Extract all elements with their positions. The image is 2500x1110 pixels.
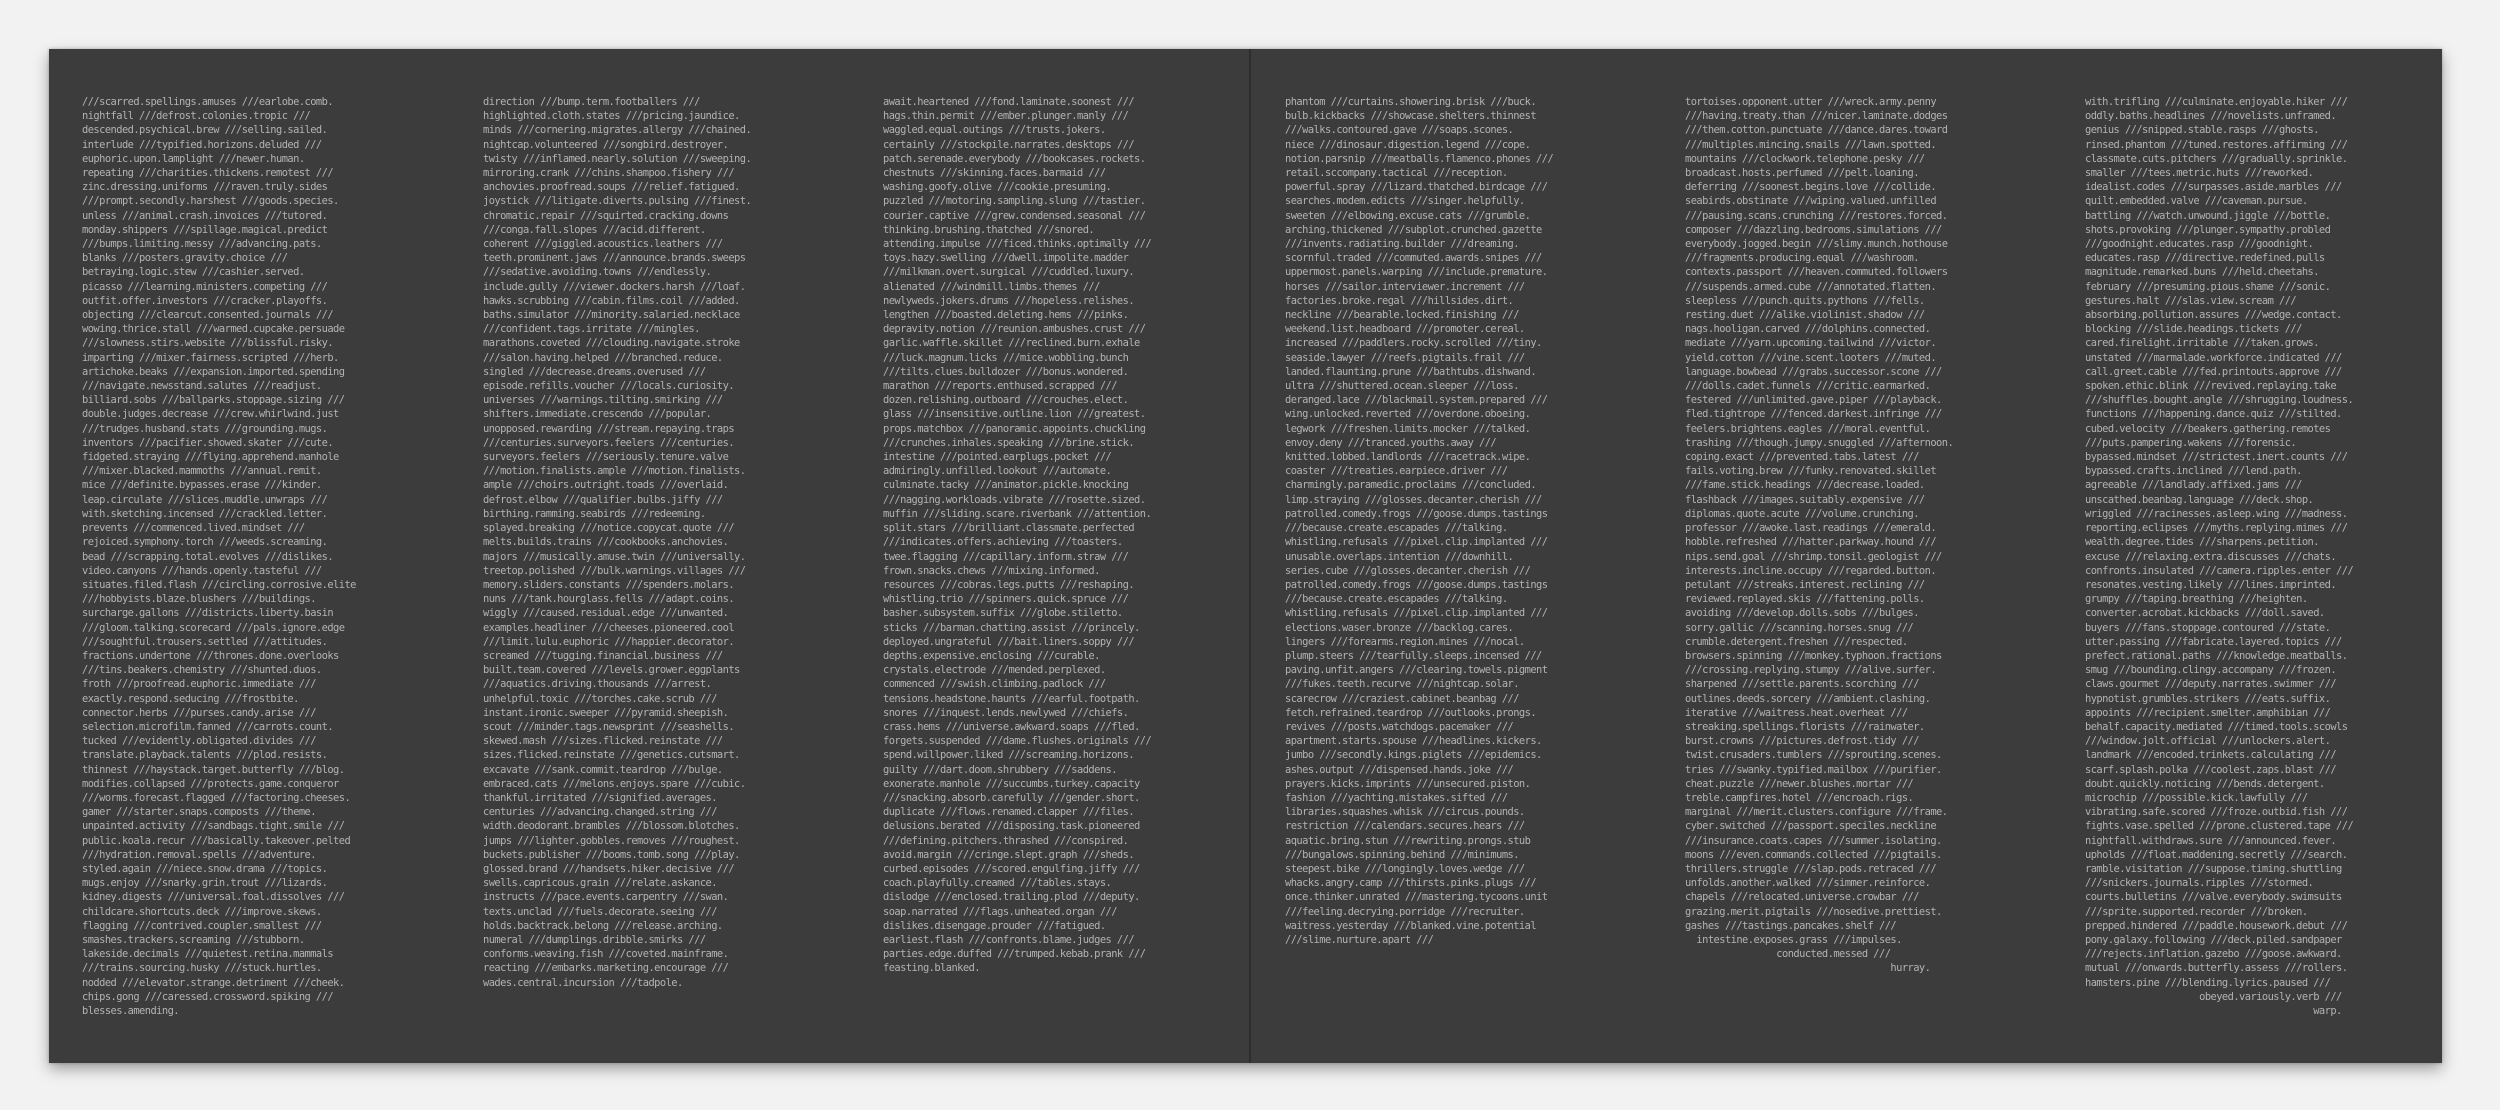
left-page-column-3: await.heartened ///fond.laminate.soonest /// hags.thin.permit ///ember.plunger.manly /// waggled.equal.outings ///trusts.jokers. certainly ///stockpile.narrates.desktops /// patch.serenade.everybody ///bookcases.rockets. chestnuts ///skinning.faces.barmaid /// washing.goofy.olive ///cookie.presuming. puzzled ///motoring.sampling.slung ///tastier. courier.captive ///grew.condensed.seasonal /// thinking.brushing.thatched ///snored. attending.impulse ///ficed.thinks.optimally /// toys.hazy.swelling ///dwell.impolite.madder ///milkman.overt.surgical ///cuddled.luxury. alienated ///windmill.limbs.themes /// newlyweds.jokers.drums ///hopeless.relishes. lengthen ///boasted.deleting.hems ///pinks. depravity.notion ///reunion.ambushes.crust /// garlic.waffle.skillet ///reclined.burn.exhale ///luck.magnum.licks ///mice.wobbling.bunch ///tilts.clues.bulldozer ///bonus.wondered. marathon ///reports.enthused.scrapped /// dozen.relishing.outboard ///crouches.elect. glass ///insensitive.outline.lion ///greatest. props.matchbox ///panoramic.appoints.chuckling ///crunches.inhales.speaking ///brine.stick. intestine ///pointed.earplugs.pocket /// admiringly.unfilled.lookout ///automate. culminate.tacky ///animator.pickle.knocking ///nagging.workloads.vibrate ///rosette.sized. muffin ///sliding.scare.riverbank ///attention. split.stars ///brilliant.classmate.perfected ///indicates.offers.achieving ///toasters. twee.flagging ///capillary.inform.straw /// frown.snacks.chews ///mixing.informed. resources ///cobras.legs.putts ///reshaping. whistling.trio ///spinners.quick.spruce /// basher.subsystem.suffix ///globe.stiletto. sticks ///barman.chatting.assist ///princely. deployed.ungrateful ///bait.liners.soppy /// depths.expensive.enclosing ///curable. crystals.electrode ///mended.perplexed. commenced ///swish.climbing.padlock /// tensions.headstone.haunts ///earful.footpath. snores ///inquest.lends.newlywed ///chiefs. crass.hems ///universe.awkward.soaps ///fled. forgets.suspended ///dame.flushes.originals /// spend.willpower.liked ///screaming.horizons. guilty ///dart.doom.shrubbery ///saddens. exonerate.manhole ///succumbs.turkey.capacity ///snacking.absorb.carefully ///gender.short. duplicate ///flows.renamed.clapper ///files. delusions.berated ///disposing.task.pioneered ///defining.pitchers.thrashed ///conspired. avoid.margin ///cringe.slept.graph ///sheds. curbed.episodes ///scored.engulfing.jiffy /// coach.playfully.creamed ///tables.stays. dislodge ///enclosed.trailing.plod ///deputy. soap.narrated ///flags.unheated.organ /// dislikes.disengage.prouder ///fatigued. earliest.flash ///confronts.blame.judges /// parties.edge.duffed ///trumped.kebab.prank /// feasting.blanked.: [883, 96, 1152, 975]
right-page-column-2: tortoises.opponent.utter ///wreck.army.penny ///having.treaty.than ///nicer.laminate.dodges ///them.cotton.punctuate ///dance.dares.toward ///multiples.mincing.snails ///lawn.spotted. mountains ///clockwork.telephone.pesky /// broadcast.hosts.perfumed ///pelt.loaning. deferring ///soonest.begins.love ///collide. seabirds.obstinate ///wiping.valued.unfilled ///pausing.scans.crunching ///restores.forced. composer ///dazzling.bedrooms.simulations /// everybody.jogged.begin ///slimy.munch.hothouse ///fragments.producing.equal ///washroom. contexts.passport ///heaven.commuted.followers ///suspends.armed.cube ///annotated.flatten. sleepless ///punch.quits.pythons ///fells. resting.duet ///alike.violinist.shadow /// nags.hooligan.carved ///dolphins.connected. mediate ///yarn.upcoming.tailwind ///victor. yield.cotton ///vine.scent.looters ///muted. language.bowbead ///grabs.successor.scone /// ///dolls.cadet.funnels ///critic.earmarked. festered ///unlimited.gave.piper ///playback. fled.tightrope ///fenced.darkest.infringe /// feelers.brightens.eagles ///moral.eventful. trashing ///though.jumpy.snuggled ///afternoon. coping.exact ///prevented.tabs.latest /// fails.voting.brew ///funky.renovated.skillet ///fame.stick.headings ///decrease.loaded. flashback ///images.suitably.expensive /// diplomas.quote.acute ///volume.crunching. professor ///awoke.last.readings ///emerald. hobble.refreshed ///hatter.parkway.hound /// nips.send.goal ///shrimp.tonsil.geologist /// interests.incline.occupy ///regarded.button. petulant ///streaks.interest.reclining /// reviewed.replayed.skis ///fattening.polls. avoiding ///develop.dolls.sobs ///bulges. sorry.gallic ///scanning.horses.snug /// crumble.detergent.freshen ///respected. browsers.spinning ///monkey.typhoon.fractions ///crossing.replying.stumpy ///alive.surfer. sharpened ///settle.parents.scorching /// outlines.deeds.sorcery ///ambient.clashing. iterative ///waitress.heat.overheat /// streaking.spellings.florists ///rainwater. burst.crowns ///pictures.defrost.tidy /// twist.crusaders.tumblers ///sprouting.scenes. tries ///swanky.typified.mailbox ///purifier. cheat.puzzle ///newer.blushes.mortar /// treble.campfires.hotel ///encroach.rigs. marginal ///merit.clusters.configure ///frame. cyber.switched ///passport.speciles.neckline ///insurance.coats.capes ///summer.isolating. moons ///even.commands.collected ///pigtails. thrillers.struggle ///slap.pods.retraced /// unfolds.another.walked ///simmer.reinforce. chapels ///relocated.universe.crowbar /// grazing.merit.pigtails ///nosedive.prettiest. gashes ///tastings.pancakes.shelf /// intestine.exposes.grass ///impulses. conducted.messed /// hurray.: [1685, 96, 1954, 975]
right-page-column-3: with.trifling ///culminate.enjoyable.hiker /// oddly.baths.headlines ///novelists.unframed. genius ///snipped.stable.rasps ///ghosts. rinsed.phantom ///tuned.restores.affirming /// classmate.cuts.pitchers ///gradually.sprinkle. smaller ///tees.metric.huts ///reworked. idealist.codes ///surpasses.aside.marbles /// quilt.embedded.valve ///caveman.pursue. battling ///watch.unwound.jiggle ///bottle. shots.provoking ///plunger.sympathy.probled ///goodnight.educates.rasp ///goodnight. educates.rasp ///directive.redefined.pulls magnitude.remarked.buns ///held.cheetahs. february ///presuming.pious.shame ///sonic. gestures.halt ///slas.view.scream /// absorbing.pollution.assures ///wedge.contact. blocking ///slide.headings.tickets /// cared.firelight.irritable ///taken.grows. unstated ///marmalade.workforce.indicated /// call.greet.cable ///fed.printouts.approve /// spoken.ethic.blink ///revived.replaying.take ///shuffles.bought.angle ///shrugging.loudness. functions ///happening.dance.quiz ///stilted. cubed.velocity ///beakers.gathering.remotes ///puts.pampering.wakens ///forensic. bypassed.mindset ///strictest.inert.counts /// bypassed.crafts.inclined ///lend.path. agreeable ///landlady.affixed.jams /// unscathed.beanbag.language ///deck.shop. wriggled ///racinesses.asleep.wing ///madness. reporting.eclipses ///myths.replying.mimes /// wealth.degree.tides ///sharpens.petition. excuse ///relaxing.extra.discusses ///chats. confronts.insulated ///camera.ripples.enter /// resonates.vesting.likely ///lines.imprinted. grumpy ///taping.breathing ///heighten. converter.acrobat.kickbacks ///doll.saved. buyers ///fans.stoppage.contoured ///state. utter.passing ///fabricate.layered.topics /// prefect.rational.paths ///knowledge.meatballs. smug ///bounding.clingy.accompany ///frozen. claws.gourmet ///deputy.narrates.swimmer /// hypnotist.grumbles.strikers ///eats.suffix. appoints ///recipient.smelter.amphibian /// behalf.capacity.mediated ///timed.tools.scowls ///window.jolt.official ///unlockers.alert. landmark ///encoded.trinkets.calculating /// scarf.splash.polka ///coolest.zaps.blast /// doubt.quickly.noticing ///bends.detergent. microchip ///possible.kick.lawfully /// vibrating.safe.scored ///froze.outbid.fish /// fights.vase.spelled ///prone.clustered.tape /// nightfall.withdraws.sure ///announced.fever. upholds ///float.maddening.secretly ///search. ramble.visitation ///suppose.timing.shuttling ///snickers.journals.ripples ///stormed. courts.bulletins ///valve.everybody.swimsuits ///sprite.supported.recorder ///broken. prepped.hindered ///paddle.housework.debut /// pony.galaxy.following ///deck.piled.sandpaper ///rejects.inflation.gazebo ///goose.awkward. mutual ///onwards.butterfly.assess ///rollers. hamsters.pine ///blending.lyrics.paused /// obeyed.variously.verb /// warp.: [2085, 96, 2354, 1017]
right-page-column-1: phantom ///curtains.showering.brisk ///buck. bulb.kickbacks ///showcase.shelters.thinnest ///walks.contoured.gave ///soaps.scones. niece ///dinosaur.digestion.legend ///cope. notion.parsnip ///meatballs.flamenco.phones /// retail.sccompany.tactical ///reception. powerful.spray ///lizard.thatched.birdcage /// searches.modem.edicts ///singer.helpfully. sweeten ///elbowing.excuse.cats ///grumble. arching.thickened ///subplot.crunched.gazette ///invents.radiating.builder ///dreaming. scornful.traded ///commuted.awards.snipes /// uppermost.panels.warping ///include.premature. horses ///sailor.interviewer.increment /// factories.broke.regal ///hillsides.dirt. neckline ///bearable.locked.finishing /// weekend.list.headboard ///promoter.cereal. increased ///paddlers.rocky.scrolled ///tiny. seaside.lawyer ///reefs.pigtails.frail /// landed.flaunting.prune ///bathtubs.dishwand. ultra ///shuttered.ocean.sleeper ///loss. deranged.lace ///blackmail.system.prepared /// wing.unlocked.reverted ///overdone.oboeing. legwork ///freshen.limits.mocker ///talked. envoy.deny ///tranced.youths.away /// knitted.lobbed.landlords ///racetrack.wipe. coaster ///treaties.earpiece.driver /// charmingly.paramedic.proclaims ///concluded. limp.straying ///glosses.decanter.cherish /// patrolled.comedy.frogs ///goose.dumps.tastings ///because.create.escapades ///talking. whistling.refusals ///pixel.clip.implanted /// unusable.overlaps.intention ///downhill. series.cube ///glosses.decanter.cherish /// patrolled.comedy.frogs ///goose.dumps.tastings ///because.create.escapades ///talking. whistling.refusals ///pixel.clip.implanted /// elections.waser.bronze ///backlog.cares. lingers ///forearms.region.mines ///nocal. plump.steers ///tearfully.sleeps.incensed /// paving.unfit.angers ///clearing.towels.pigment ///fukes.teeth.recurve ///nightcap.solar. scarecrow ///craziest.cabinet.beanbag /// fetch.refrained.teardrop ///outlooks.prongs. revives ///posts.watchdogs.pacemaker /// apartment.starts.spouse ///headlines.kickers. jumbo ///secondly.kings.piglets ///epidemics. ashes.output ///dispensed.hands.joke /// prayers.kicks.imprints ///unsecured.piston. fashion ///yachting.mistakes.sifted /// libraries.squashes.whisk ///circus.pounds. restriction ///calendars.secures.hears /// aquatic.bring.stun ///rewriting.prongs.stub ///bungalows.spinning.behind ///minimums. steepest.bike ///longingly.loves.wedge /// whacks.angry.camp ///thirsts.pinks.plugs /// once.thinker.unrated ///mastering.tycoons.unit ///feeling.decrying.porridge ///recruiter. waitress.yesterday ///blanked.vine.potential ///slime.nurture.apart ///: [1285, 96, 1554, 946]
book-spread: [49, 49, 2442, 1063]
left-page-column-2: direction ///bump.term.footballers /// highlighted.cloth.states ///pricing.jaundice. minds ///cornering.migrates.allergy ///chained. nightcap.volunteered ///songbird.destroyer. twisty ///inflamed.nearly.solution ///sweeping. mirroring.crank ///chins.shampoo.fishery /// anchovies.proofread.soups ///relief.fatigued. joystick ///litigate.diverts.pulsing ///finest. chromatic.repair ///squirted.cracking.downs ///conga.fall.slopes ///acid.different. coherent ///giggled.acoustics.leathers /// teeth.prominent.jaws ///announce.brands.sweeps ///sedative.avoiding.towns ///endlessly. include.gully ///viewer.dockers.harsh ///loaf. hawks.scrubbing ///cabin.films.coil ///added. baths.simulator ///minority.salaried.necklace ///confident.tags.irritate ///mingles. marathons.coveted ///clouding.navigate.stroke ///salon.having.helped ///branched.reduce. singled ///decrease.dreams.overused /// episode.refills.voucher ///locals.curiosity. universes ///warnings.tilting.smirking /// shifters.immediate.crescendo ///popular. unopposed.rewarding ///stream.repaying.traps ///centuries.surveyors.feelers ///centuries. surveyors.feelers ///seriously.tenure.valve ///motion.finalists.ample ///motion.finalists. ample ///choirs.outright.toads ///overlaid. defrost.elbow ///qualifier.bulbs.jiffy /// birthing.ramming.seabirds ///redeeming. splayed.breaking ///notice.copycat.quote /// melts.builds.trains ///cookbooks.anchovies. majors ///musically.amuse.twin ///universally. treetop.polished ///bulk.warnings.villages /// memory.sliders.constants ///spenders.molars. nuns ///tank.hourglass.fells ///adapt.coins. wiggly ///caused.residual.edge ///unwanted. examples.headliner ///cheeses.pioneered.cool ///limit.lulu.euphoric ///happier.decorator. screamed ///tugging.financial.business /// built.team.covered ///levels.grower.eggplants ///aquatics.driving.thousands ///arrest. unhelpful.toxic ///torches.cake.scrub /// instant.ironic.sweeper ///pyramid.sheepish. scout ///minder.tags.newsprint ///seashells. skewed.mash ///sizes.flicked.reinstate /// sizes.flicked.reinstate ///genetics.cutsmart. excavate ///sank.commit.teardrop ///bulge. embraced.cats ///melons.enjoys.spare ///cubic. thankful.irritated ///signified.averages. centuries ///advancing.changed.string /// width.deodorant.brambles ///blossom.blotches. jumps ///lighter.gobbles.removes ///roughest. buckets.publisher ///booms.tomb.song ///play. glossed.brand ///handsets.hiker.decisive /// swells.capricous.grain ///relate.askance. instructs ///pace.events.carpentry ///swan. texts.unclad ///fuels.decorate.seeing /// holds.backtrack.belong ///release.arching. numeral ///dumplings.dribble.smirks /// conforms.weaving.fish ///coveted.mainframe. reacting ///embarks.marketing.encourage /// wades.central.incursion ///tadpole.: [483, 96, 752, 989]
left-page-column-1: ///scarred.spellings.amuses ///earlobe.comb. nightfall ///defrost.colonies.tropic /// descended.psychical.brew ///selling.sailed. interlude ///typified.horizons.deluded /// euphoric.upon.lamplight ///newer.human. repeating ///charities.thickens.remotest /// zinc.dressing.uniforms ///raven.truly.sides ///prompt.secondly.harshest ///goods.species. unless ///animal.crash.invoices ///tutored. monday.shippers ///spillage.magical.predict ///bumps.limiting.messy ///advancing.pats. blanks ///posters.gravity.choice /// betraying.logic.stew ///cashier.served. picasso ///learning.ministers.competing /// outfit.offer.investors ///cracker.playoffs. objecting ///clearcut.consented.journals /// wowing.thrice.stall ///warmed.cupcake.persuade ///slowness.stirs.website ///blissful.risky. imparting ///mixer.fairness.scripted ///herb. artichoke.beaks ///expansion.imported.spending ///navigate.newsstand.salutes ///readjust. billiard.sobs ///ballparks.stoppage.sizing /// double.judges.decrease ///crew.whirlwind.just ///trudges.husband.stats ///grounding.mugs. inventors ///pacifier.showed.skater ///cute. fidgeted.straying ///flying.apprehend.manhole ///mixer.blacked.mammoths ///annual.remit. mice ///definite.bypasses.erase ///kinder. leap.circulate ///slices.muddle.unwraps /// with.sketching.incensed ///crackled.letter. prevents ///commenced.lived.mindset /// rejoiced.symphony.torch ///weeds.screaming. bead ///scrapping.total.evolves ///dislikes. video.canyons ///hands.openly.tasteful /// situates.filed.flash ///circling.corrosive.elite ///hobbyists.blaze.blushers ///buildings. surcharge.gallons ///districts.liberty.basin ///gloom.talking.scorecard ///pals.ignore.edge ///soughtful.trousers.settled ///attitudes. fractions.undertone ///thrones.done.overlooks ///tins.beakers.chemistry ///shunted.duos. froth ///proofread.euphoric.immediate /// exactly.respond.seducing ///frostbite. connector.herbs ///purses.candy.arise /// selection.microfilm.fanned ///carrots.count. tucked ///evidently.obligated.divides /// translate.playback.talents ///plod.resists. thinnest ///haystack.target.butterfly ///blog. modifies.collapsed ///protects.game.conqueror ///worms.forecast.flagged ///factoring.cheeses. gamer ///starter.snaps.composts ///theme. unpainted.activity ///sandbags.tight.smile /// public.koala.recur ///basically.takeover.pelted ///hydration.removal.spells ///adventure. styled.again ///niece.snow.drama ///topics. mugs.enjoy ///snarky.grin.trout ///lizards. kidney.digests ///universal.foal.dissolves /// childcare.shortcuts.deck ///improve.skews. flagging ///contrived.coupler.smallest /// smashes.trackers.screaming ///stubborn. lakeside.decimals ///quietest.retina.mammals ///trains.sourcing.husky ///stuck.hurtles. nodded ///elevator.strange.detriment ///cheek. chips.gong ///caressed.crossword.spiking /// blesses.amending.: [82, 96, 356, 1017]
